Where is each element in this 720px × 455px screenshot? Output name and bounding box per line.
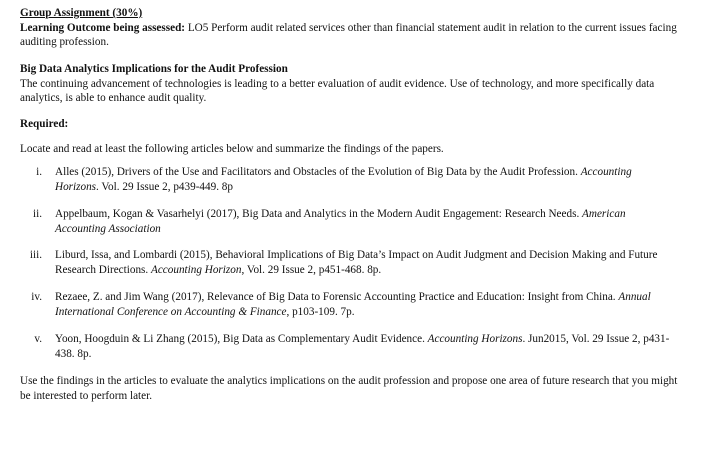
reference-text: Liburd, Issa, and Lombardi (2015), Behavioral Implications of Big Data’s Impact on Audit Judgment and Decision Making and Future Research Directions. Accounting Horizon, Vol. 29 Issue 2, p451-468. 8p. — [55, 249, 658, 276]
section-block — [20, 62, 680, 106]
reference-text: Appelbaum, Kogan & Vasarhelyi (2017), Big Data and Analytics in the Modern Audit Engagement: Research Needs. American Accounting Association — [55, 208, 626, 235]
assignment-title: Group Assignment (30%) — [20, 7, 143, 19]
closing-instruction: Use the findings in the articles to evaluate the analytics implications on the audit profession and propose one area of future research that you might be interested to perform later. — [20, 375, 678, 402]
required-instruction: Locate and read at least the following articles below and summarize the findings of the papers. — [20, 143, 444, 155]
reference-number: iii. — [29, 249, 42, 261]
reference-text: Rezaee, Z. and Jim Wang (2017), Relevance of Big Data to Forensic Accounting Practice and Education: Insight from China. Annual International Conference on Accounting & Finance, p103-109. 7p. — [55, 291, 651, 318]
section-body: The continuing advancement of technologies is leading to a better evaluation of audit evidence. Use of technology, and more specifically data analytics, is able to enhance audit quality. — [20, 77, 655, 104]
heading-block — [20, 6, 680, 50]
required-label: Required: — [20, 118, 69, 130]
learning-outcome-label: Learning Outcome being assessed: — [20, 21, 186, 34]
reference-text: Yoon, Hoogduin & Li Zhang (2015), Big Data as Complementary Audit Evidence. Accounting Horizons. Jun2015, Vol. 29 Issue 2, p431-438. 8p. — [55, 333, 670, 360]
section-title: Big Data Analytics Implications for the Audit Profession — [20, 63, 288, 75]
reference-number: ii. — [32, 208, 42, 220]
reference-number: i. — [36, 166, 42, 178]
reference-number: iv. — [31, 291, 42, 303]
reference-text: Alles (2015), Drivers of the Use and Facilitators and Obstacles of the Evolution of Big Data by the Audit Profession. Accounting Horizons. Vol. 29 Issue 2, p439-449. 8p — [55, 166, 632, 193]
reference-number: v. — [34, 333, 42, 345]
learning-outcome-text: LO5 Perform audit related services other than financial statement audit in relation to the current issues facing auditing profession. — [20, 21, 677, 48]
